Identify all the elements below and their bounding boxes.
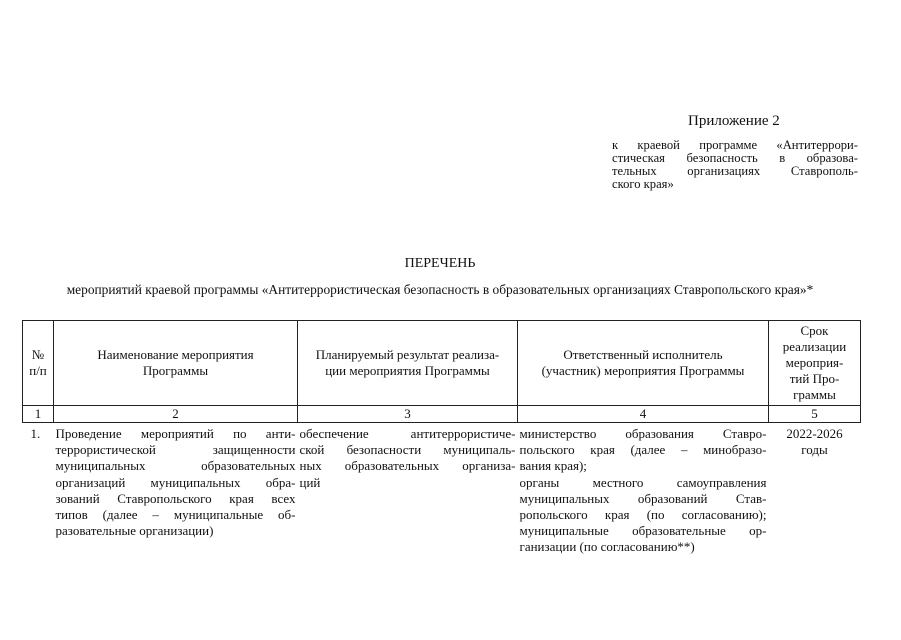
row-executor: министерство образования Ставро- польского края (далее – минобразо- вания края); органы местного самоуправления муниципальных образований Став- ропольского края (по согласованию); муниципальные образовательные ор- ганизации (по согласованию**) — [519, 426, 767, 555]
appendix-subtitle — [612, 139, 858, 191]
column-number: 5 — [769, 406, 861, 423]
row-measure-name: Проведение мероприятий по анти- террористической защищенности муниципальных образовательных организаций муниципальных обра- зований Ставропольского края всех типов (далее – муниципальные об- разовательные организации) — [55, 426, 296, 539]
column-number: 2 — [54, 406, 298, 423]
row-planned-result: обеспечение антитеррористиче- ской безопасности муниципаль- ных образовательных организа- ций — [299, 426, 516, 490]
appendix-subtitle-line: тельных организациях Ставрополь- — [612, 164, 858, 178]
column-numbers-row — [23, 406, 861, 423]
document-title: ПЕРЕЧЕНЬ — [404, 256, 476, 271]
column-number: 4 — [518, 406, 769, 423]
column-number: 3 — [298, 406, 518, 423]
header-planned-result: Планируемый результат реализа- ции мероприятия Программы — [298, 321, 518, 406]
appendix-subtitle-line: стическая безопасность в образова- — [612, 151, 858, 165]
document-subtitle: мероприятий краевой программы «Антитеррористическая безопасность в образовательных организациях Ставропольского края»* — [66, 282, 814, 297]
appendix-subtitle-line: к краевой программе «Антитеррори- — [612, 138, 858, 152]
row-term: 2022-2026 годы — [786, 426, 843, 458]
table-header-row — [23, 321, 861, 406]
header-measure-name: Наименование мероприятия Программы — [54, 321, 298, 406]
header-term: Срок реализации мероприя- тий Про- граммы — [769, 321, 861, 406]
measures-table — [22, 320, 861, 556]
row-number: 1. — [30, 426, 41, 441]
appendix-title: Приложение 2 — [688, 113, 780, 129]
table-row — [23, 423, 861, 556]
appendix-subtitle-line: ского края» — [612, 177, 674, 191]
header-number: № п/п — [23, 321, 54, 406]
header-executor: Ответственный исполнитель (участник) мероприятия Программы — [518, 321, 769, 406]
column-number: 1 — [23, 406, 54, 423]
